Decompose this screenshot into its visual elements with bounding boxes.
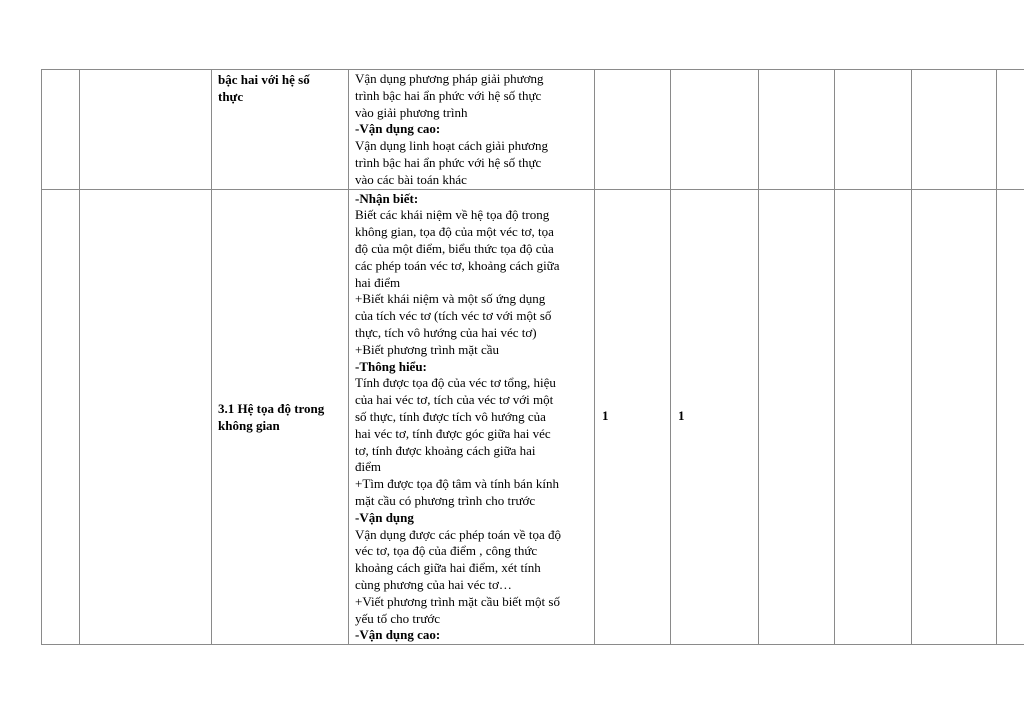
description-line: hai điểm — [355, 274, 401, 290]
cell-topic — [212, 70, 349, 190]
cell-topic — [212, 189, 349, 645]
cell-count-2: 1 — [671, 189, 759, 645]
description-line: vào các bài toán khác — [355, 171, 467, 187]
cell-chapter — [80, 189, 212, 645]
description-heading: -Vận dụng — [355, 509, 414, 525]
cell-count-5 — [912, 70, 997, 190]
description-lines — [355, 190, 588, 645]
topic-line: không gian — [218, 417, 280, 433]
description-line: +Biết khái niệm và một số ứng dụng — [355, 291, 546, 307]
description-line: thực, tích vô hướng của hai véc tơ) — [355, 324, 537, 340]
description-line: điểm — [355, 459, 381, 475]
description-line: số thực, tính được tích vô hướng của — [355, 408, 546, 424]
description-line: +Viết phương trình mặt cầu biết một số — [355, 593, 560, 609]
cell-description — [349, 189, 595, 645]
cell-count-4 — [835, 70, 912, 190]
topic-line: 3.1 Hệ tọa độ trong — [218, 401, 325, 417]
description-line: của tích véc tơ (tích véc tơ với một số — [355, 308, 552, 324]
topic-line: thực — [218, 88, 244, 104]
description-line: hai véc tơ, tính được góc giữa hai véc — [355, 425, 551, 441]
cell-description — [349, 70, 595, 190]
description-line: Biết các khái niệm về hệ tọa độ trong — [355, 207, 550, 223]
topic-line: bậc hai với hệ số — [218, 72, 310, 87]
description-line: Vận dụng được các phép toán về tọa độ — [355, 526, 561, 542]
description-line: các phép toán véc tơ, khoảng cách giữa — [355, 257, 560, 273]
description-line: vào giải phương trình — [355, 104, 468, 120]
description-line: cùng phương của hai véc tơ… — [355, 576, 512, 592]
cell-count-3 — [759, 189, 835, 645]
description-line: +Tìm được tọa độ tâm và tính bán kính — [355, 476, 559, 492]
description-line: yếu tố cho trước — [355, 610, 441, 626]
cell-count-3 — [759, 70, 835, 190]
cell-count-6 — [997, 189, 1024, 645]
cell-count-1: 1 — [595, 189, 671, 645]
table-row — [42, 70, 1024, 190]
cell-count-5 — [912, 189, 997, 645]
cell-index — [42, 189, 80, 645]
description-line: không gian, tọa độ của một véc tơ, tọa — [355, 224, 554, 240]
description-line: của hai véc tơ, tích của véc tơ với một — [355, 392, 554, 408]
description-heading: -Vận dụng cao: — [355, 627, 441, 643]
description-lines — [355, 70, 588, 189]
cell-count-6 — [997, 70, 1024, 190]
description-line: trình bậc hai ẩn phức với hệ số thực — [355, 87, 542, 103]
description-line: mặt cầu có phương trình cho trước — [355, 492, 536, 508]
cell-count-2 — [671, 70, 759, 190]
description-heading: -Vận dụng cao: — [355, 121, 441, 137]
matrix-table — [41, 69, 1024, 645]
description-line: véc tơ, tọa độ của điểm , công thức — [355, 543, 538, 559]
description-line: trình bậc hai ẩn phức với hệ số thực — [355, 154, 542, 170]
description-heading: -Nhận biết: — [355, 190, 419, 206]
cell-count-4 — [835, 189, 912, 645]
description-line: Tính được tọa độ của véc tơ tổng, hiệu — [355, 375, 556, 391]
description-line: Vận dụng linh hoạt cách giải phương — [355, 138, 548, 154]
table-row — [42, 189, 1024, 645]
cell-count-1 — [595, 70, 671, 190]
description-line: +Biết phương trình mặt cầu — [355, 341, 500, 357]
description-line: khoảng cách giữa hai điểm, xét tính — [355, 560, 541, 576]
description-heading: -Thông hiểu: — [355, 358, 427, 374]
cell-index — [42, 70, 80, 190]
description-line: Vận dụng phương pháp giải phương — [355, 71, 544, 86]
description-line: độ của một điểm, biểu thức tọa độ của — [355, 240, 554, 256]
cell-chapter — [80, 70, 212, 190]
description-line: tơ, tính được khoảng cách giữa hai — [355, 442, 536, 458]
